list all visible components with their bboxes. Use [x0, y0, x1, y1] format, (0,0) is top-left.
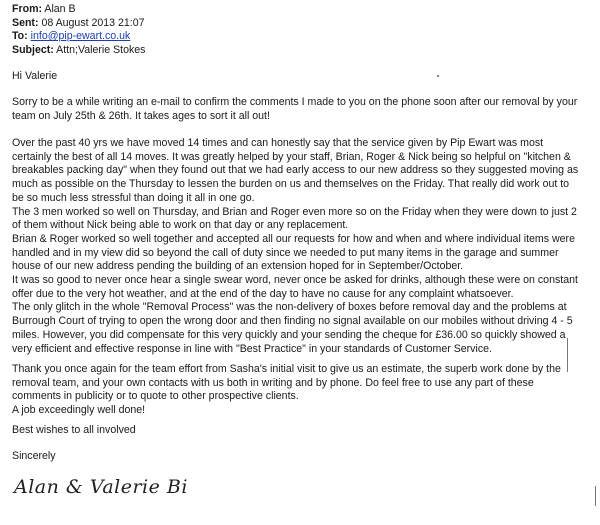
paragraph-intro — [12, 96, 592, 123]
handwritten-signature: Alan & Valerie Bi — [14, 476, 188, 498]
paragraph-main — [12, 137, 592, 356]
sent-row — [12, 17, 145, 31]
scan-mark-line-bottom — [595, 486, 596, 506]
sent-value: 08 August 2013 21:07 — [41, 16, 145, 29]
greeting-text: Hi Valerie — [12, 70, 58, 82]
text-line: The only glitch in the whole "Removal Process" was the non-delivery of boxes before removal day and the problems at — [12, 301, 567, 314]
text-line: Burrough Court of trying to open the wrong door and then finding no signal available on our mobiles without driving 4 - 5 — [12, 315, 573, 328]
text-line: The 3 men worked so well on Thursday, and Brian and Roger even more so on the Friday when they were down to just 2 — [12, 205, 577, 218]
to-label: To: — [12, 30, 28, 42]
text-line: Thank you once again for the team effort from Sasha's initial visit to give us an estimate, the superb work done by the — [12, 363, 561, 375]
best-wishes-text: Best wishes to all involved — [12, 424, 136, 436]
to-email-link[interactable]: info@pip-ewart.co.uk — [30, 30, 131, 42]
text-line: breakables packing day" when they found out that we had early access to our new address so they suggested moving as — [12, 164, 579, 177]
text-line: Sorry to be a while writing an e-mail to confirm the comments I made to you on the phone soon after our removal by your — [12, 96, 578, 108]
text-line: miles. However, you did compensate for this very quickly and your sending the cheque for £36.00 so quickly showed a — [12, 328, 566, 341]
text-line: It was so good to never once hear a single swear word, never once be asked for drinks, although these were on constant — [12, 274, 578, 287]
text-line: comments in publicity or to quote to other prospective clients. — [12, 390, 299, 403]
closing — [12, 450, 592, 464]
subject-label: Subject: — [12, 43, 54, 56]
greeting — [12, 70, 592, 84]
text-line: much as possible on the Thursday to lessen the burden on us and themselves on the Friday. That really did work out to — [12, 178, 570, 191]
text-line: A job exceedingly well done! — [12, 404, 146, 417]
scan-mark-line — [567, 338, 568, 372]
from-label: From: — [12, 3, 43, 15]
to-row — [12, 30, 145, 44]
from-value: Alan B — [44, 3, 76, 15]
best-wishes — [12, 424, 592, 438]
text-line: team on July 25th & 26th. It takes ages to sort it all out! — [12, 109, 270, 122]
text-line: removal team, and your own contacts with us both in writing and by phone. Do feel free to use any part of these — [12, 376, 534, 389]
scan-speck — [437, 75, 439, 77]
text-line: certainly the best of all 14 moves. It was greatly helped by your staff, Brian, Roger & Nick being so helpful on "kitchen & — [12, 150, 571, 163]
from-row — [12, 3, 145, 17]
email-header — [12, 3, 145, 57]
subject-value: Attn;Valerie Stokes — [56, 43, 146, 56]
text-line: house of our new address pending the building of an extension hoped for in September/October. — [12, 260, 464, 273]
text-line: Brian & Roger worked so well together and accepted all our requests for how and when and where individual items were — [12, 232, 575, 245]
text-line: offer due to the very hot weather, and at the end of the day to have no cause for any complaint whatsoever. — [12, 287, 514, 300]
closing-text: Sincerely — [12, 450, 56, 462]
text-line: Over the past 40 yrs we have moved 14 times and can honestly say that the service given by Pip Ewart was most — [12, 137, 544, 149]
text-line: be so much less stressful than doing it all in one go. — [12, 191, 255, 204]
text-line: of them without Nick being able to work on that day or any replacement. — [12, 219, 349, 232]
paragraph-thanks — [12, 363, 592, 418]
text-line: very efficient and effective response in line with "Best Practice" in your standards of Customer Service. — [12, 342, 492, 355]
subject-row — [12, 44, 145, 58]
sent-label: Sent: — [12, 16, 39, 29]
text-line: handled and in my view did so beyond the call of duty since we needed to put many items in the garage and summer — [12, 246, 559, 259]
